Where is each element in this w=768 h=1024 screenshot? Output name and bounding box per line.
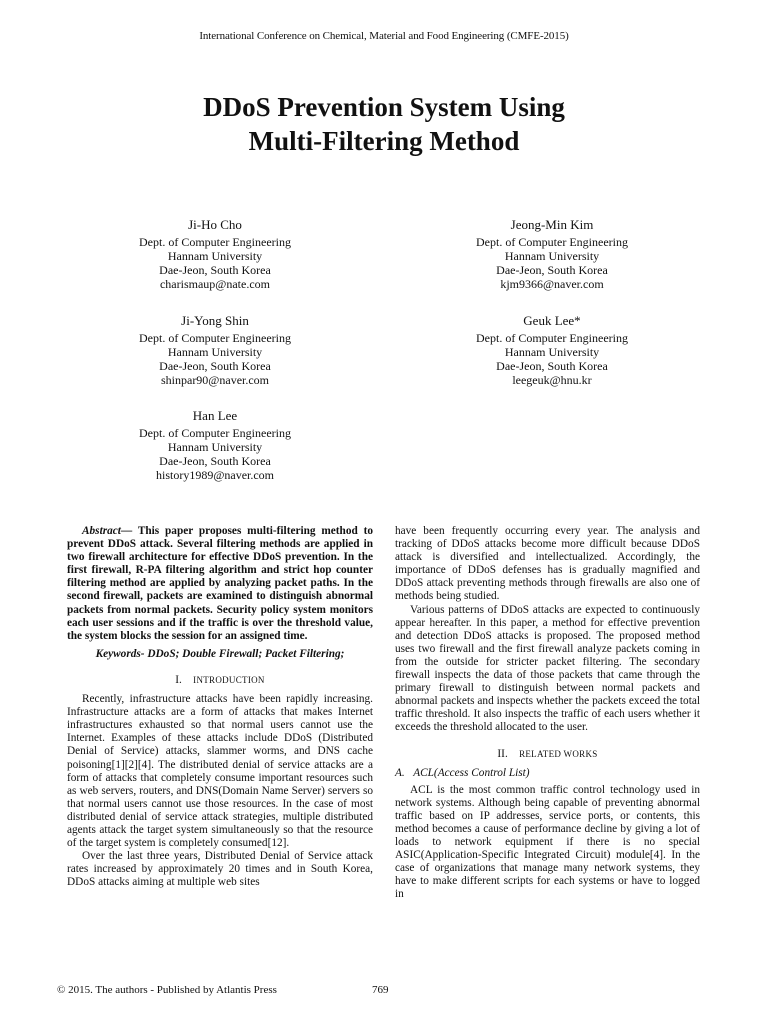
abstract bbox=[67, 525, 373, 643]
author-dept: Dept. of Computer Engineering bbox=[139, 426, 291, 440]
conference-header: International Conference on Chemical, Material and Food Engineering (CMFE-2015) bbox=[199, 30, 569, 42]
author-name: Han Lee bbox=[192, 408, 238, 423]
author-city: Dae-Jeon, South Korea bbox=[159, 454, 271, 468]
author-name: Geuk Lee* bbox=[523, 313, 581, 328]
author-city: Dae-Jeon, South Korea bbox=[496, 359, 608, 373]
body-paragraph: have been frequently occurring every year. The analysis and tracking of DDoS attacks become more difficult because DDoS attack is diversified and intellectualized. Accordingly, the importance of DDoS defenses has is gradually magnified and DDoS attack preventing methods through firewalls are also one of methods being studied. bbox=[395, 525, 700, 603]
right-column bbox=[395, 525, 700, 902]
author-block bbox=[402, 314, 702, 387]
author-university: Hannam University bbox=[167, 345, 263, 359]
keywords: Keywords- DDoS; Double Firewall; Packet Filtering; bbox=[95, 647, 345, 660]
title-line-1: DDoS Prevention System Using bbox=[203, 92, 565, 122]
section-title: RELATED WORKS bbox=[519, 748, 598, 759]
author-dept: Dept. of Computer Engineering bbox=[139, 235, 291, 249]
author-email[interactable]: leegeuk@hnu.kr bbox=[512, 373, 592, 387]
section-heading-related-works bbox=[395, 748, 700, 761]
subsection-heading-acl bbox=[395, 767, 700, 780]
left-column bbox=[67, 525, 373, 889]
author-city: Dae-Jeon, South Korea bbox=[159, 263, 271, 277]
body-paragraph: Over the last three years, Distributed Denial of Service attack rates increased by approximately 20 times and in South Korea, DDoS attacks aiming at multiple web sites bbox=[67, 850, 373, 889]
author-name: Ji-Yong Shin bbox=[181, 313, 249, 328]
author-block bbox=[65, 218, 365, 291]
subsection-label: A. bbox=[395, 766, 405, 779]
section-number: I. bbox=[175, 673, 182, 686]
author-email[interactable]: charismaup@nate.com bbox=[159, 277, 270, 291]
page-number: 769 bbox=[372, 984, 389, 996]
author-dept: Dept. of Computer Engineering bbox=[476, 235, 628, 249]
author-university: Hannam University bbox=[167, 440, 263, 454]
author-block bbox=[65, 409, 365, 482]
body-paragraph: Recently, infrastructure attacks have been rapidly increasing. Infrastructure attacks are a form of attacks that makes Internet infrastructures exhausted so that normal users cannot use the Internet. Examples of these attacks include DDoS (Distributed Denial of Service) attacks, slammer worms, and DNS cache poisoning[1][2][4]. The distributed denial of service attacks are a form of attacks that completely consume important resources such as web servers, routers, and DNS(Domain Name Server) servers so that normal users cannot use those resources. In the case of most distributed denial of service attack strategies, multiple distributed agents attack the target system simultaneously so that the resource of the target system is completely consumed[12]. bbox=[67, 693, 373, 850]
author-university: Hannam University bbox=[504, 249, 600, 263]
footer-copyright: © 2015. The authors - Published by Atlantis Press bbox=[57, 984, 277, 996]
paper-title bbox=[0, 90, 768, 158]
author-email[interactable]: shinpar90@naver.com bbox=[160, 373, 270, 387]
section-number: II. bbox=[497, 747, 508, 760]
author-city: Dae-Jeon, South Korea bbox=[496, 263, 608, 277]
body-paragraph: Various patterns of DDoS attacks are expected to continuously appear hereafter. In this paper, a method for effective prevention and detection DDoS attacks is proposed. The proposed method uses two firewall and the first firewall analyze packets coming in from the outside for stricter packet filtering. The secondary firewall inspects the data of those packets that came through the primary firewall to distinguish between normal packets and abnormal packets and inspects whether the packets exceed the total traffic threshold. It also inspects the traffic of each users whether it exceeds the threshold allocated to the user. bbox=[395, 603, 700, 734]
author-block bbox=[65, 314, 365, 387]
author-block bbox=[402, 218, 702, 291]
author-university: Hannam University bbox=[504, 345, 600, 359]
abstract-dash: — bbox=[120, 525, 138, 537]
author-email[interactable]: history1989@naver.com bbox=[155, 468, 275, 482]
author-dept: Dept. of Computer Engineering bbox=[139, 331, 291, 345]
author-name: Ji-Ho Cho bbox=[188, 217, 242, 232]
body-paragraph: ACL is the most common traffic control technology used in network systems. Although being capable of preventing abnormal traffic based on IP addresses, service ports, or contents, this method becomes a cause of performance decline by giving a lot of loads to network equipment if there is no special ASIC(Application-Specific Integrated Circuit) module[4]. In the case of organizations that manage many network systems, they have to make different scripts for each systems or have to logged in bbox=[395, 783, 700, 901]
abstract-text: This paper proposes multi-filtering method to prevent DDoS attack. Several filtering methods are applied in two firewall architecture for effective DDoS prevention. In the first firewall, R-PA filtering algorithm and strict hop counter filtering method are applied by analyzing packet paths. In the second firewall, packets are examined to distinguish abnormal packets from normal packets. Security policy system monitors each user sessions and if the traffic is over the threshold value, the system blocks the session for an assigned time. bbox=[67, 525, 374, 642]
section-title: INTRODUCTION bbox=[193, 674, 265, 685]
title-line-2: Multi-Filtering Method bbox=[248, 126, 520, 156]
abstract-label: Abstract bbox=[82, 525, 121, 537]
author-name: Jeong-Min Kim bbox=[510, 217, 594, 232]
author-university: Hannam University bbox=[167, 249, 263, 263]
author-city: Dae-Jeon, South Korea bbox=[159, 359, 271, 373]
author-email[interactable]: kjm9366@naver.com bbox=[500, 277, 604, 291]
section-heading-introduction bbox=[67, 674, 373, 687]
author-dept: Dept. of Computer Engineering bbox=[476, 331, 628, 345]
subsection-title: ACL(Access Control List) bbox=[413, 766, 530, 779]
